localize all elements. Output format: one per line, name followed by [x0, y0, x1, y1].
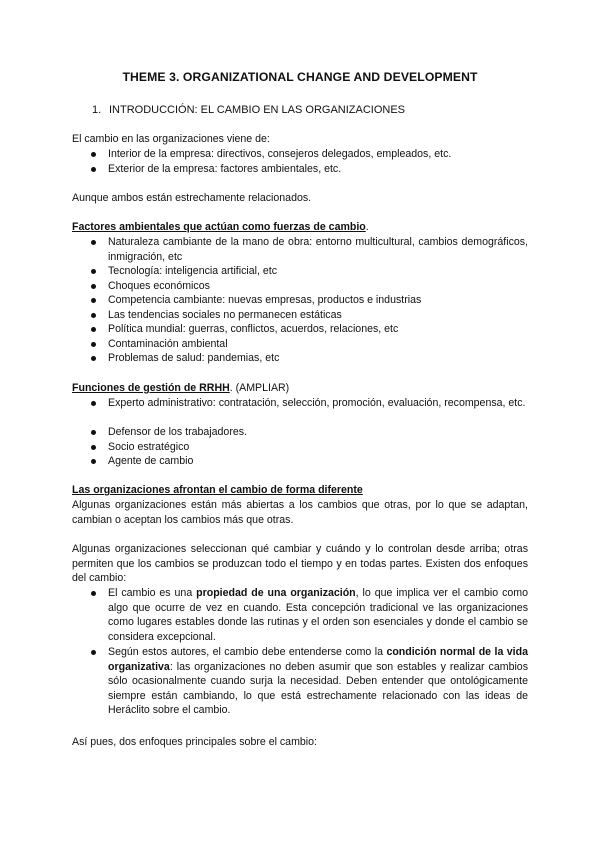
factors-heading-text: Factores ambientales que actúan como fuerzas de cambio — [72, 221, 366, 233]
list-item-text: Las tendencias sociales no permanecen estáticas — [108, 309, 342, 321]
list-item-text: Exterior de la empresa: factores ambientales, etc. — [108, 163, 342, 175]
bullet-icon — [91, 240, 96, 245]
factors-heading — [72, 220, 369, 235]
approach-1-text-end: , lo que implica ver el cambio como algo que ocurre de vez en cuando. Esta concepción tradicional ve las organizaciones como lugares estables donde las rutinas y el orden son esenciales y donde el cambio se considera excepcional. — [108, 587, 528, 643]
hr-heading — [72, 381, 289, 396]
bullet-icon — [91, 591, 96, 596]
bullet-icon — [91, 445, 96, 450]
list-item — [108, 425, 528, 440]
bullet-icon — [91, 313, 96, 318]
bullet-icon — [91, 650, 96, 655]
list-item — [108, 454, 528, 469]
bullet-icon — [91, 167, 96, 172]
bullet-icon — [91, 401, 96, 406]
list-item — [108, 308, 528, 323]
list-item-text: Experto administrativo: contratación, selección, promoción, evaluación, recompensa, etc. — [108, 397, 526, 409]
bullet-icon — [91, 342, 96, 347]
list-item-text: Agente de cambio — [108, 455, 194, 467]
orgs-paragraph-2: Algunas organizaciones seleccionan qué cambiar y cuándo y lo controlan desde arriba; otras permiten que los cambios se produzcan todo el tiempo y en todas partes. Existen dos enfoques del cambio: — [72, 543, 528, 584]
closing-text: Así pues, dos enfoques principales sobre el cambio: — [72, 736, 317, 748]
list-item-text: Naturaleza cambiante de la mano de obra: entorno multicultural, cambios demográficos, inmigración, etc — [108, 236, 528, 263]
intro-text: El cambio en las organizaciones viene de: — [72, 133, 270, 145]
list-item-text: Contaminación ambiental — [108, 338, 228, 350]
list-item-text: Socio estratégico — [108, 441, 190, 453]
list-item — [108, 293, 528, 308]
orgs-heading — [72, 483, 363, 498]
list-item — [108, 162, 528, 177]
list-item-text: Tecnología: inteligencia artificial, etc — [108, 265, 278, 277]
bullet-icon — [91, 298, 96, 303]
list-item-text: Defensor de los trabajadores. — [108, 426, 247, 438]
list-item-text: Competencia cambiante: nuevas empresas, productos e industrias — [108, 294, 422, 306]
approach-2-text-end: : las organizaciones no deben asumir que son estables y realizar cambios sólo ocasionalmente cuando surja la necesidad. Deben entender que ontológicamente siempre están cambiando, lo que está estrechamente relacionado con las ideas de Heráclito sobre el cambio. — [108, 660, 528, 716]
list-item-text: Política mundial: guerras, conflictos, acuerdos, relaciones, etc — [108, 323, 399, 335]
orgs-paragraph-1: Algunas organizaciones están más abiertas a los cambios que otras, por lo que se adaptan, cambian o aceptan los cambios más que otras. — [72, 499, 528, 526]
list-item — [108, 396, 528, 411]
bullet-icon — [91, 459, 96, 464]
list-item — [108, 279, 528, 294]
list-item-text: Choques económicos — [108, 280, 210, 292]
section-title: INTRODUCCIÓN: EL CAMBIO EN LAS ORGANIZACIONES — [109, 104, 406, 116]
list-item — [108, 586, 528, 644]
list-item — [108, 440, 528, 455]
section-heading — [92, 103, 405, 118]
bullet-icon — [91, 152, 96, 157]
document-title: THEME 3. ORGANIZATIONAL CHANGE AND DEVELOPMENT — [122, 70, 478, 84]
bullet-icon — [91, 269, 96, 274]
approach-2-text-start: Según estos autores, el cambio debe entenderse como la — [108, 646, 387, 658]
list-item — [108, 351, 528, 366]
bullet-icon — [91, 356, 96, 361]
section-number: 1. — [92, 104, 102, 116]
list-item — [108, 337, 528, 352]
list-item-text: Interior de la empresa: directivos, consejeros delegados, empleados, etc. — [108, 148, 452, 160]
list-item — [108, 235, 528, 264]
list-item — [108, 147, 528, 162]
hr-heading-text: Funciones de gestión de RRHH — [72, 382, 230, 394]
bullet-icon — [91, 284, 96, 289]
bullet-icon — [91, 327, 96, 332]
orgs-heading-text: Las organizaciones afrontan el cambio de forma diferente — [72, 484, 363, 496]
bullet-icon — [91, 430, 96, 435]
factors-heading-suffix: . — [365, 221, 369, 233]
approach-2-emphasis: condición normal de la vida organizativa — [108, 646, 528, 673]
approach-1-emphasis: propiedad de una organización — [196, 587, 356, 599]
relation-text: Aunque ambos están estrechamente relacionados. — [72, 192, 312, 204]
list-item — [108, 264, 528, 279]
list-item-text: Problemas de salud: pandemias, etc — [108, 352, 280, 364]
approach-1-text-start: El cambio es una — [108, 587, 197, 599]
hr-heading-suffix: . (AMPLIAR) — [229, 382, 290, 394]
list-item — [108, 322, 528, 337]
list-item — [108, 645, 528, 718]
